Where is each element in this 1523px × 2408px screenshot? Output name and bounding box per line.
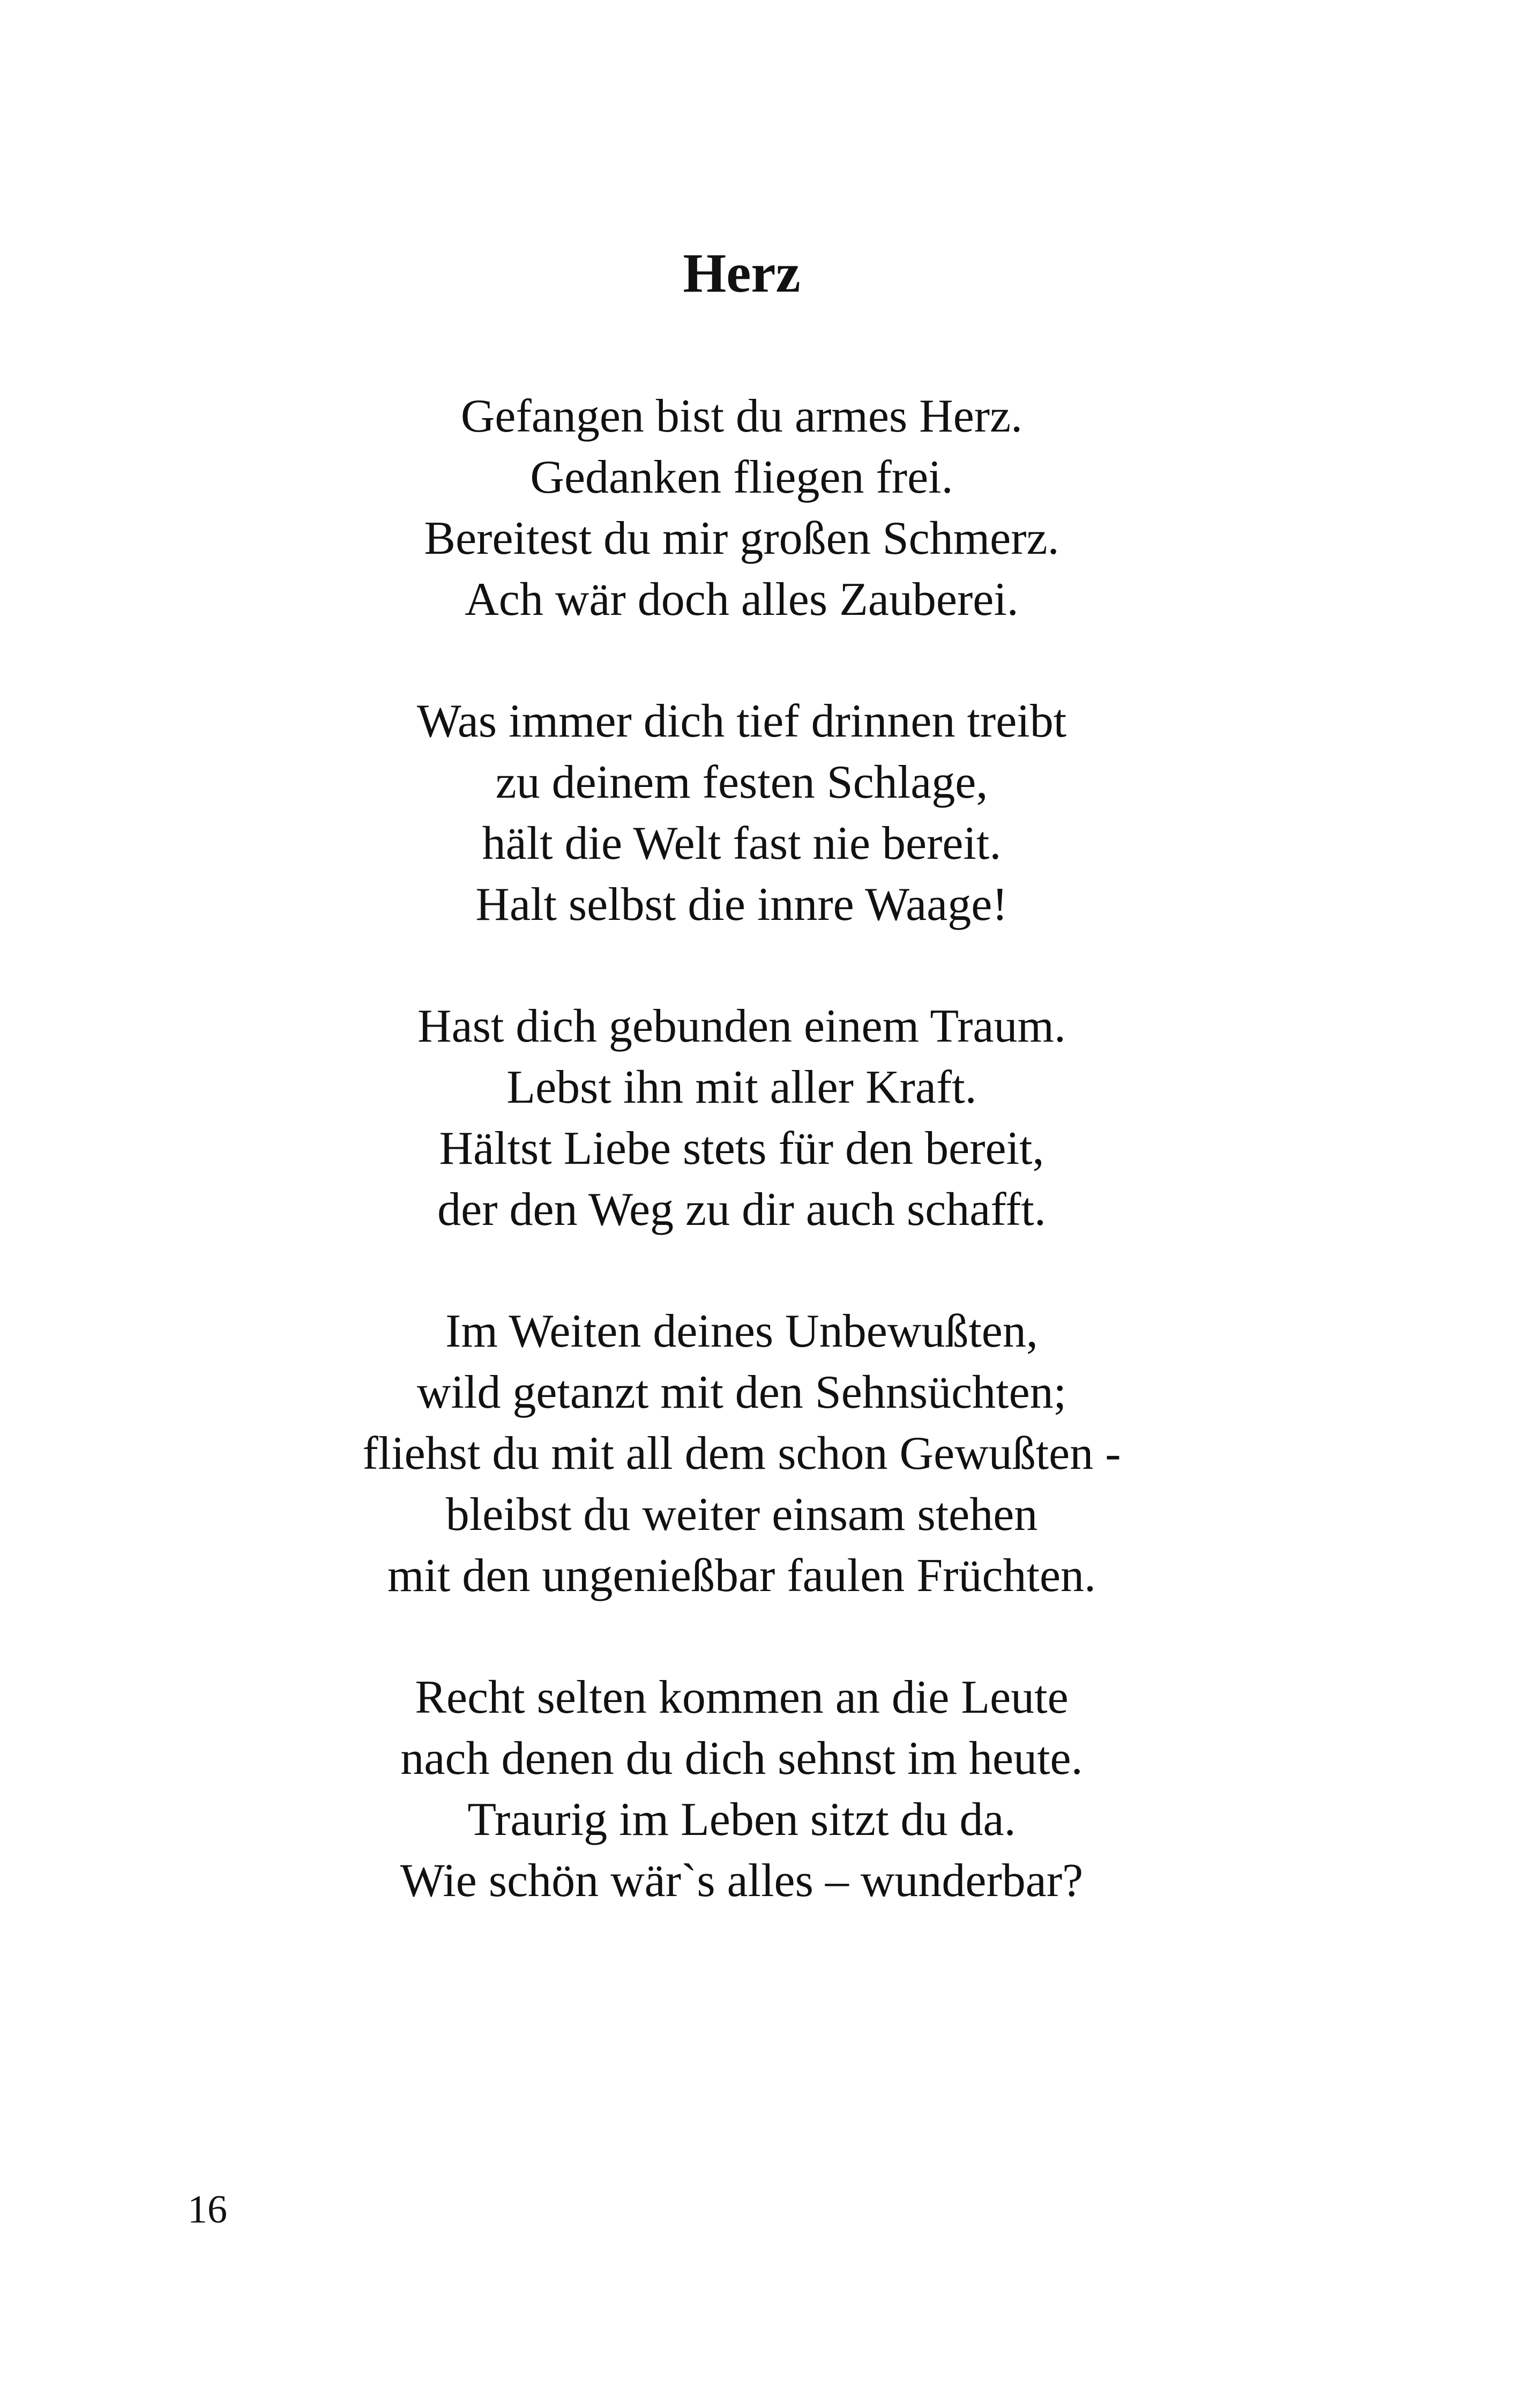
poem-body bbox=[0, 386, 1483, 1972]
poem-line: Recht selten kommen an die Leute bbox=[415, 1671, 1069, 1723]
poem-line: Halt selbst die innre Waage! bbox=[475, 879, 1008, 931]
poem-line: Traurig im Leben sitzt du da. bbox=[467, 1794, 1016, 1846]
poem-line: Hältst Liebe stets für den bereit, bbox=[439, 1123, 1044, 1175]
poem-line: wild getanzt mit den Sehnsüchten; bbox=[416, 1366, 1067, 1418]
poem-title: Herz bbox=[683, 242, 801, 304]
poem-line: Lebst ihn mit aller Kraft. bbox=[506, 1061, 977, 1113]
poem-line: zu deinem festen Schlage, bbox=[495, 756, 988, 808]
poem-line: hält die Welt fast nie bereit. bbox=[482, 817, 1002, 869]
stanza-4 bbox=[0, 1301, 1483, 1607]
stanza-1 bbox=[0, 386, 1483, 630]
poem-line: Wie schön wär`s alles – wunderbar? bbox=[400, 1855, 1084, 1907]
poem-line: der den Weg zu dir auch schafft. bbox=[437, 1184, 1046, 1236]
poem-line: fliehst du mit all dem schon Gewußten - bbox=[362, 1428, 1121, 1480]
poem-line: Bereitest du mir großen Schmerz. bbox=[424, 512, 1059, 564]
poem-line: Im Weiten deines Unbewußten, bbox=[445, 1305, 1038, 1357]
poem-line: nach denen du dich sehnst im heute. bbox=[400, 1733, 1083, 1785]
poem-line: Hast dich gebunden einem Traum. bbox=[417, 1000, 1066, 1052]
stanza-3 bbox=[0, 996, 1483, 1240]
poem-line: Was immer dich tief drinnen treibt bbox=[416, 695, 1067, 747]
poem-line: mit den ungenießbar faulen Früchten. bbox=[387, 1550, 1096, 1602]
stanza-2 bbox=[0, 691, 1483, 935]
stanza-5 bbox=[0, 1667, 1483, 1912]
page-number: 16 bbox=[188, 2188, 227, 2232]
poem-line: bleibst du weiter einsam stehen bbox=[445, 1489, 1038, 1541]
poem-line: Gedanken fliegen frei. bbox=[530, 451, 953, 503]
poem-line: Gefangen bist du armes Herz. bbox=[460, 390, 1023, 442]
poem-line: Ach wär doch alles Zauberei. bbox=[465, 574, 1019, 626]
